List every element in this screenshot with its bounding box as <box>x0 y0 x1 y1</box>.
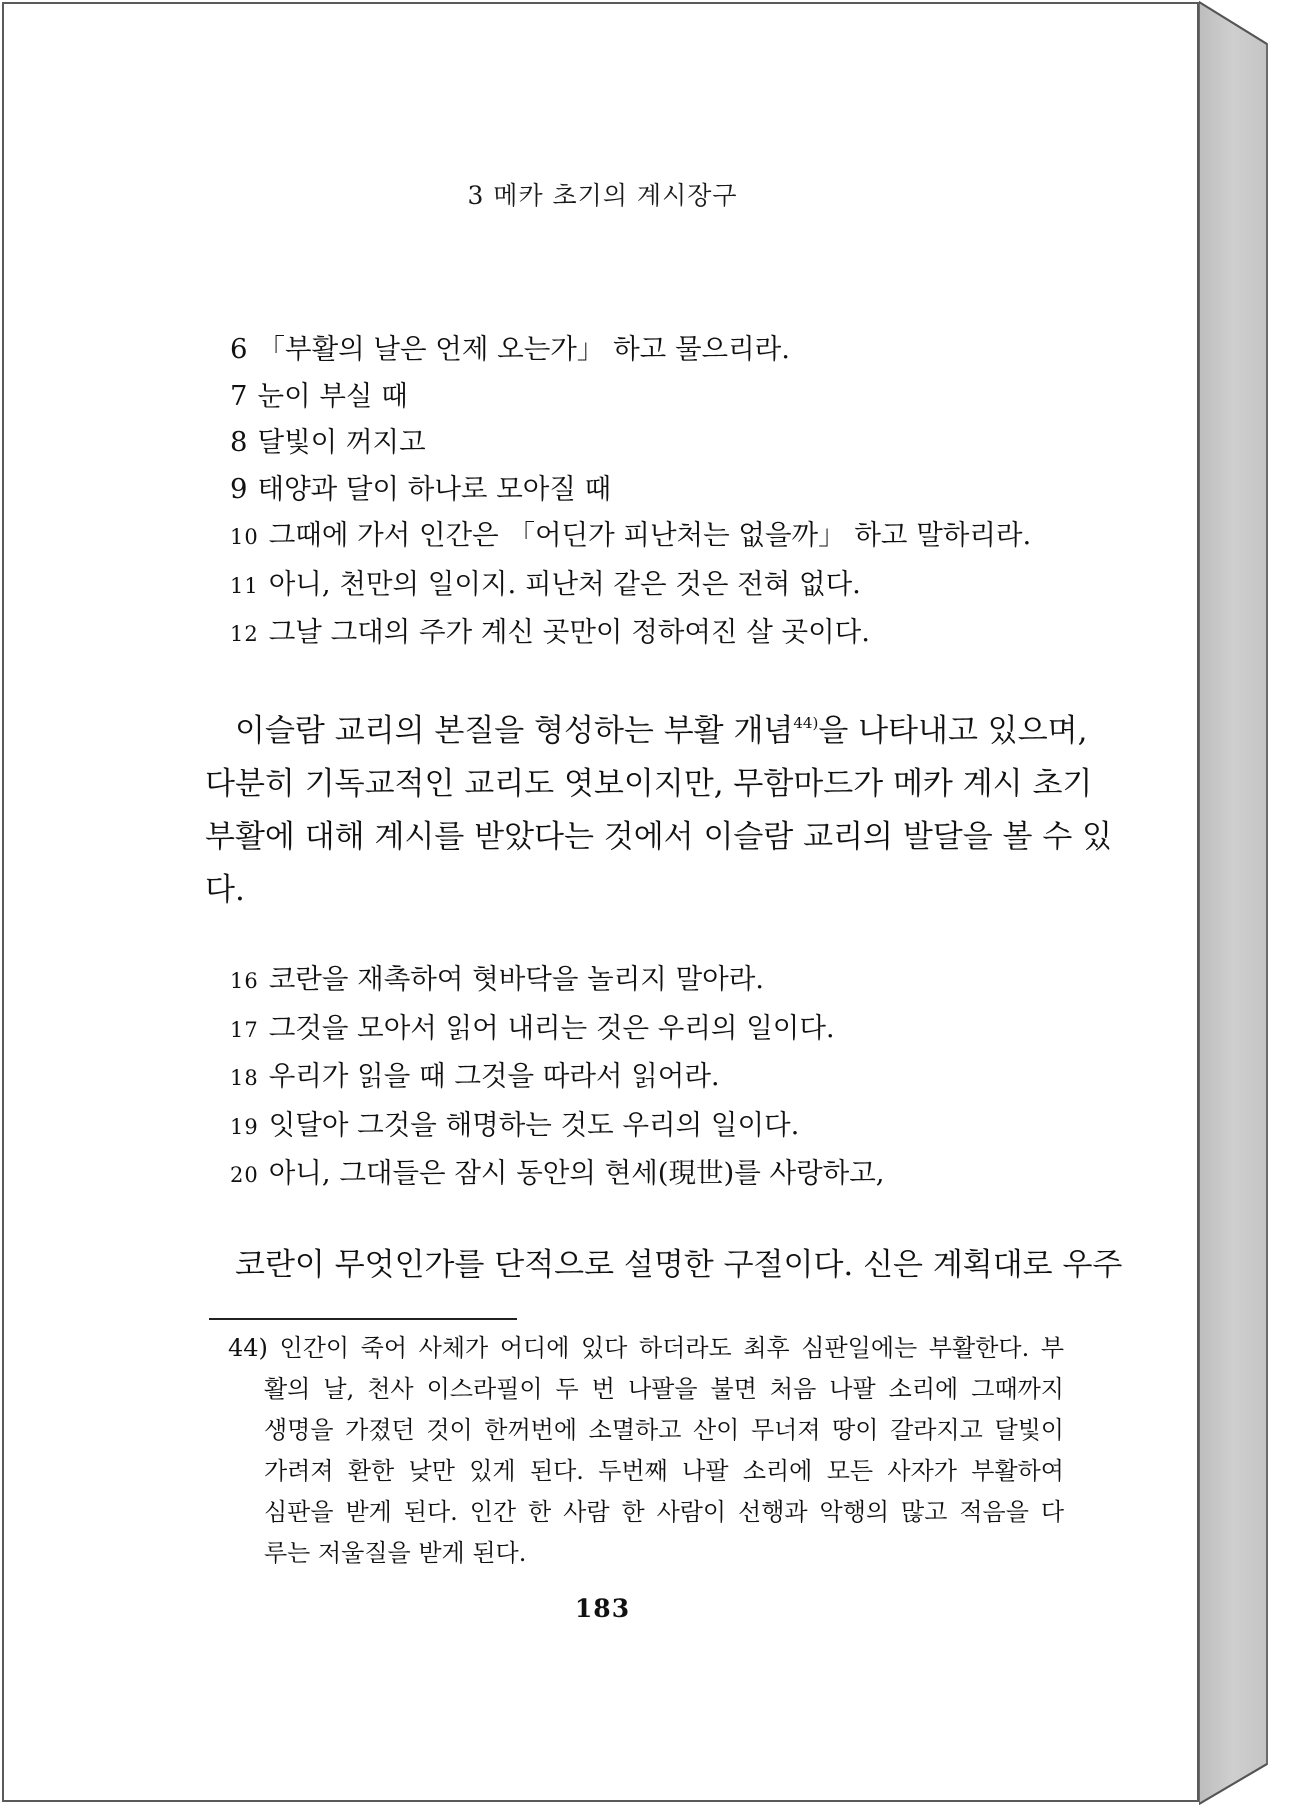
footnote-line: 생명을 가졌던 것이 한꺼번에 소멸하고 산이 무너져 땅이 갈라지고 달빛이 <box>264 1416 1064 1444</box>
paragraph-line: 부활에 대해 계시를 받았다는 것에서 이슬람 교리의 발달을 볼 수 있 <box>205 819 1113 855</box>
verse-number: 7 <box>230 379 248 412</box>
footnote-line: 44) 인간이 죽어 사체가 어디에 있다 하더라도 최후 심판일에는 부활한다. 부 <box>228 1334 1064 1362</box>
verse-number: 10 <box>230 525 259 549</box>
book-page <box>2 2 1199 1802</box>
verse-text: 그날 그대의 주가 계신 곳만이 정하여진 살 곳이다. <box>268 616 870 648</box>
paragraph-line: 다. <box>205 872 245 908</box>
footnote-line: 루는 저울질을 받게 된다. <box>264 1539 527 1567</box>
footnote-divider <box>209 1318 517 1320</box>
book-edge <box>1199 0 1311 1806</box>
verse-number: 17 <box>230 1017 259 1042</box>
verse-line <box>230 1102 1110 1151</box>
verse-text: 달빛이 꺼지고 <box>257 426 426 458</box>
verse-block-a <box>230 326 1110 658</box>
verse-number: 16 <box>230 969 259 993</box>
verse-text: 태양과 달이 하나로 모아질 때 <box>257 472 612 505</box>
verse-number: 11 <box>230 573 259 598</box>
verse-number: 20 <box>230 1163 259 1187</box>
verse-text: 그것을 모아서 읽어 내리는 것은 우리의 일이다. <box>268 1011 835 1044</box>
verse-line <box>230 609 1110 658</box>
verse-text: 아니, 천만의 일이지. 피난처 같은 것은 전혀 없다. <box>268 567 861 600</box>
verse-number: 19 <box>230 1114 259 1139</box>
verse-number: 18 <box>230 1066 259 1090</box>
verse-block-b <box>230 956 1110 1199</box>
verse-text: 눈이 부실 때 <box>257 379 408 412</box>
verse-text: 「부활의 날은 언제 오는가」 하고 물으리라. <box>257 333 790 365</box>
footnote-line: 활의 날, 천사 이스라필이 두 번 나팔을 불면 처음 나팔 소리에 그때까지 <box>264 1375 1064 1403</box>
verse-number: 12 <box>230 622 259 646</box>
verse-text: 아니, 그대들은 잠시 동안의 현세(現世)를 사랑하고, <box>268 1157 885 1189</box>
book-edge-face <box>1199 2 1267 1804</box>
paragraph-line <box>205 705 1088 758</box>
verse-line <box>230 326 1110 373</box>
paragraph-line: 코란이 무엇인가를 단적으로 설명한 구절이다. 신은 계획대로 우주 <box>235 1247 1123 1283</box>
footnote-line: 심판을 받게 된다. 인간 한 사람 한 사람이 선행과 악행의 많고 적음을 다 <box>264 1498 1064 1526</box>
verse-line <box>230 512 1110 561</box>
verse-text: 그때에 가서 인간은 「어딘가 피난처는 없을까」 하고 말하리라. <box>268 519 1032 551</box>
verse-number: 6 <box>230 333 248 365</box>
footnote <box>228 1328 1064 1574</box>
paragraph-text: 을 나타내고 있으며, <box>818 713 1088 749</box>
verse-line <box>230 1005 1110 1054</box>
verse-line <box>230 956 1110 1005</box>
verse-line <box>230 561 1110 610</box>
verse-line <box>230 373 1110 420</box>
verse-text: 잇달아 그것을 해명하는 것도 우리의 일이다. <box>268 1108 800 1141</box>
verse-number: 9 <box>230 472 248 505</box>
body-paragraph <box>205 705 1113 917</box>
body-paragraph-continued <box>205 1239 1123 1292</box>
verse-line <box>230 466 1110 513</box>
running-head: 3 메카 초기의 계시장구 <box>467 181 738 210</box>
verse-text: 코란을 재촉하여 혓바닥을 놀리지 말아라. <box>268 963 765 995</box>
verse-number: 8 <box>230 426 248 458</box>
footnote-reference[interactable]: 44) <box>793 714 819 732</box>
paragraph-line: 다분히 기독교적인 교리도 엿보이지만, 무함마드가 메카 계시 초기 <box>205 766 1093 802</box>
footnote-line: 가려져 환한 낮만 있게 된다. 두번째 나팔 소리에 모든 사자가 부활하여 <box>264 1457 1064 1485</box>
paragraph-text: 이슬람 교리의 본질을 형성하는 부활 개념 <box>235 713 794 749</box>
verse-line <box>230 1053 1110 1102</box>
page-number: 183 <box>574 1594 631 1623</box>
verse-line <box>230 1150 1110 1199</box>
verse-text: 우리가 읽을 때 그것을 따라서 읽어라. <box>268 1060 720 1092</box>
verse-line <box>230 419 1110 466</box>
